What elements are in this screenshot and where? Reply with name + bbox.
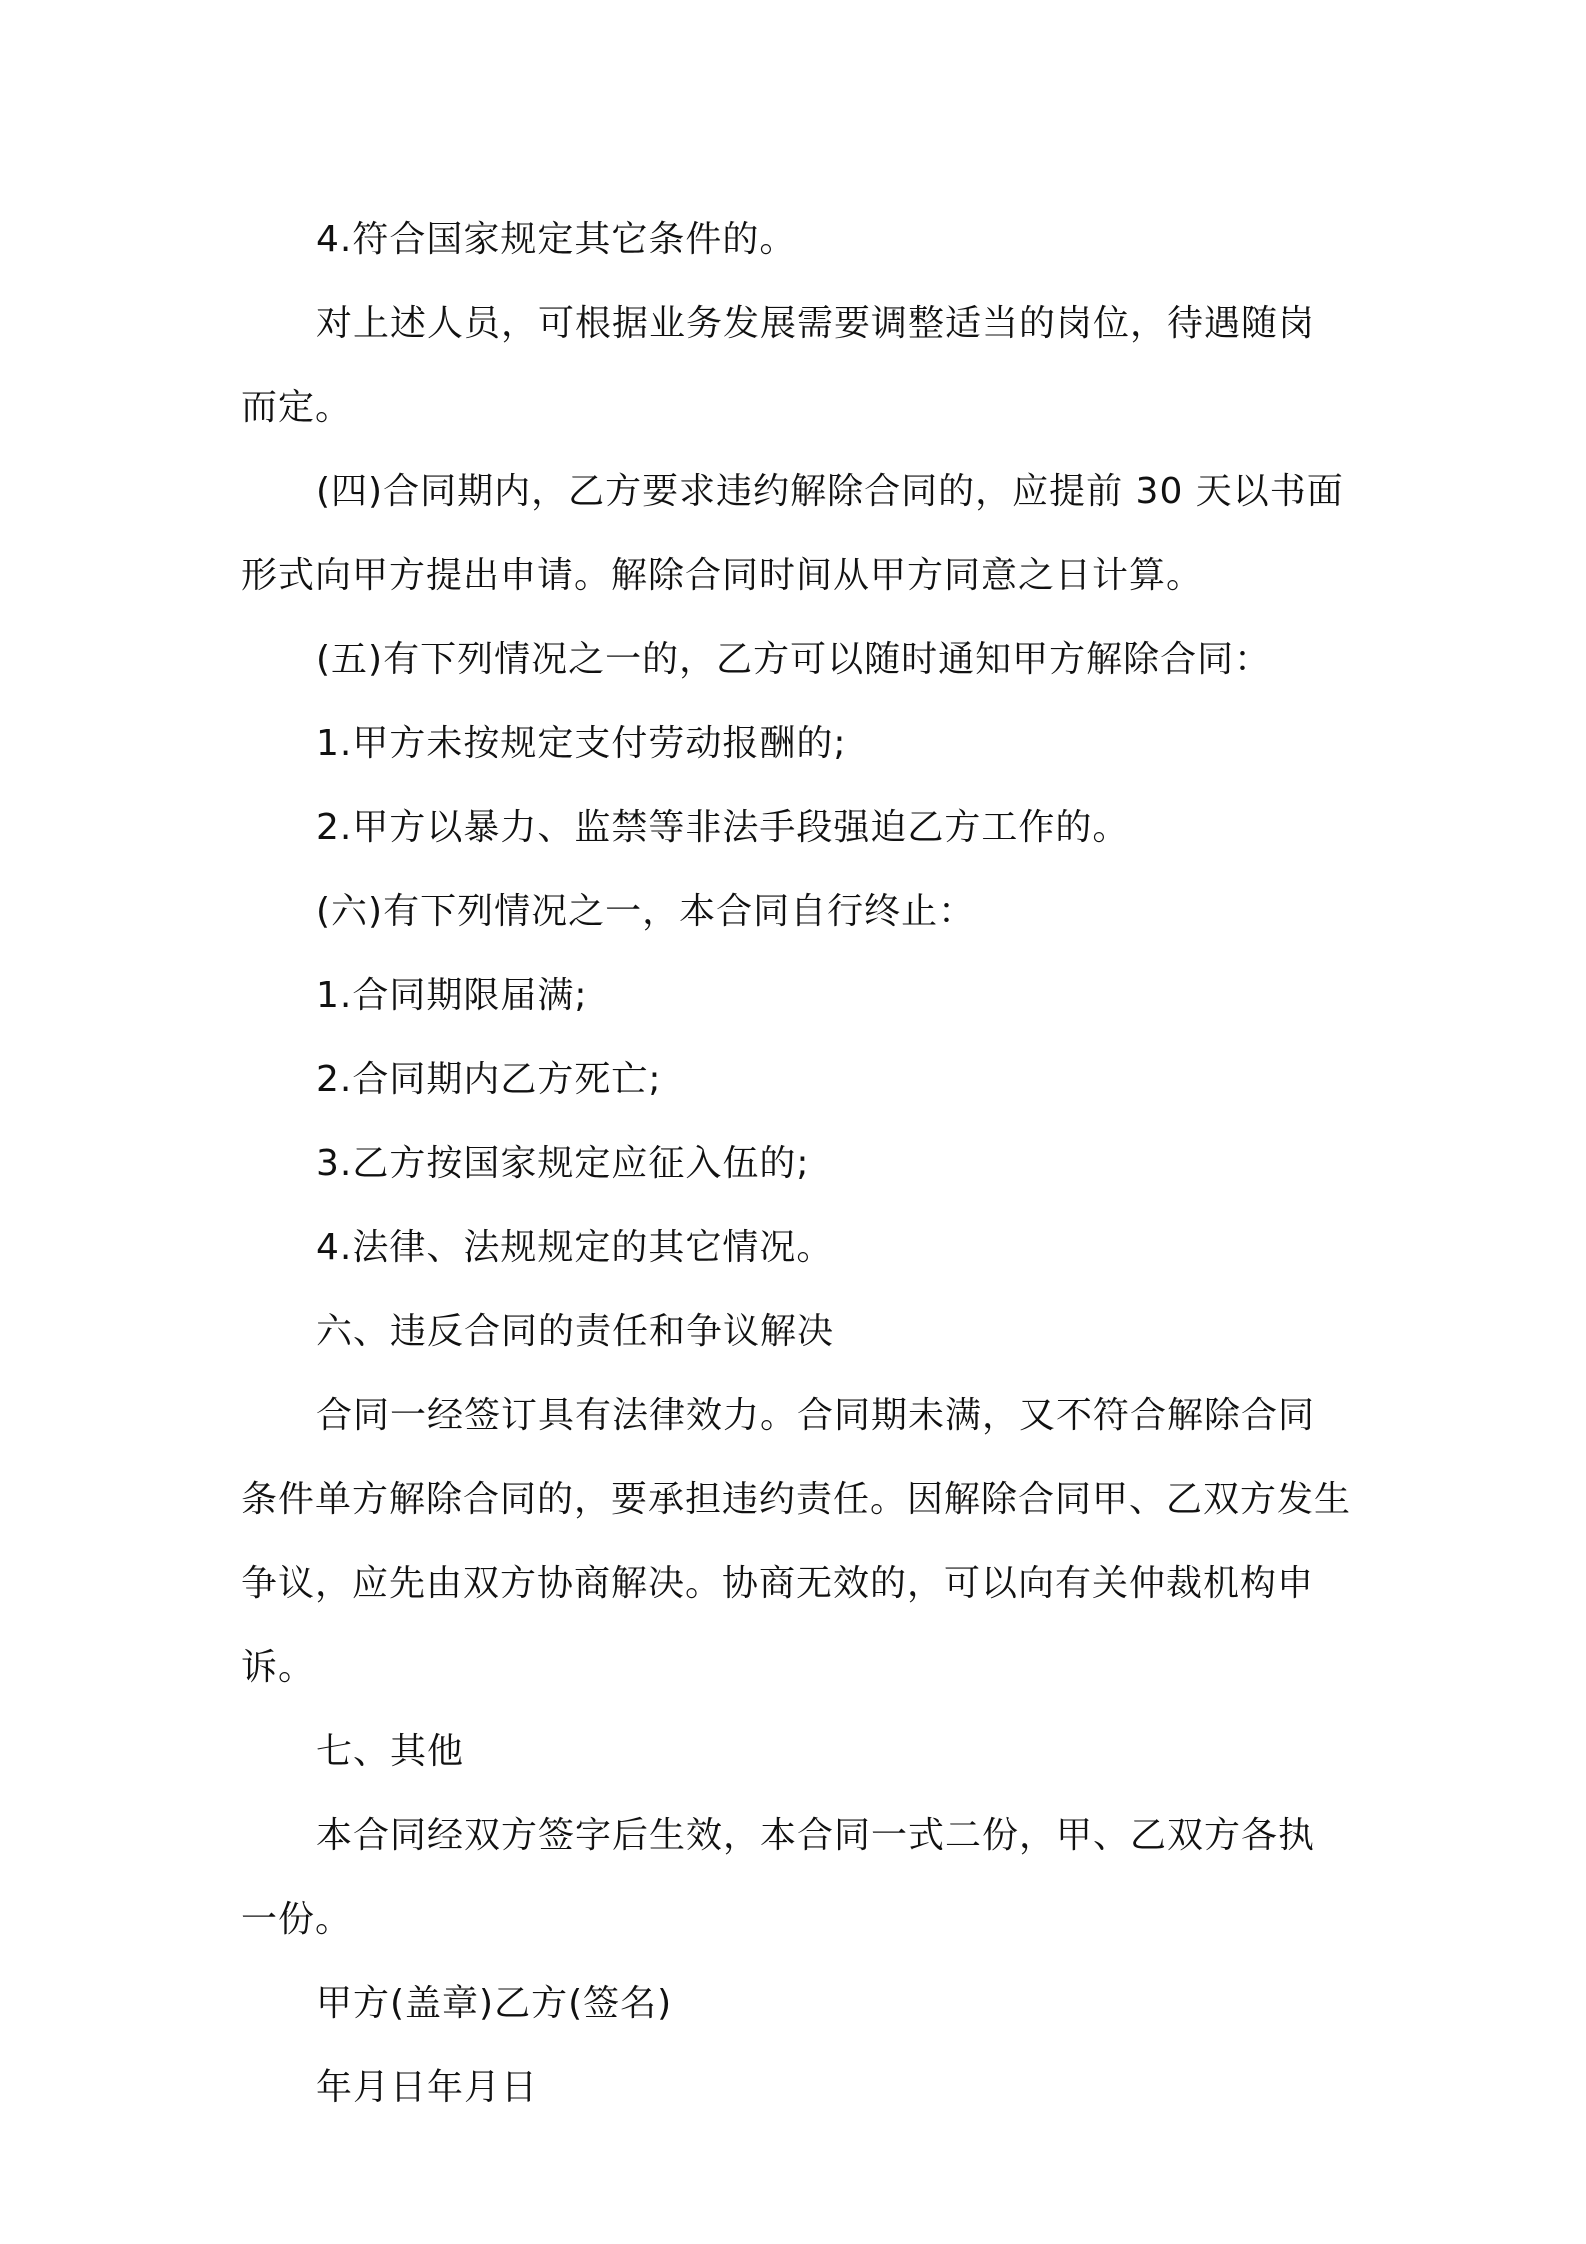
paragraph-section-5-item-1: 1.甲方未按规定支付劳动报酬的;	[316, 723, 847, 764]
paragraph-section-6-item-4: 4.法律、法规规定的其它情况。	[316, 1227, 834, 1268]
signature-line: 甲方(盖章)乙方(签名)	[316, 1983, 673, 2024]
paragraph-legal-effect: 合同一经签订具有法律效力。合同期未满，又不符合解除合同条件单方解除合同的，要承担违约责任。因解除合同甲、乙双方发生争议，应先由双方协商解决。协商无效的，可以向有关仲裁机构申诉。	[241, 1395, 1352, 1688]
paragraph-section-6-heading: (六)有下列情况之一，本合同自行终止：	[316, 891, 976, 932]
paragraph-section-6-item-2: 2.合同期内乙方死亡;	[316, 1059, 662, 1100]
paragraph-section-5-heading: (五)有下列情况之一的，乙方可以随时通知甲方解除合同：	[316, 639, 1272, 680]
document-body	[241, 198, 1351, 2130]
heading-other: 七、其他	[316, 1731, 465, 1772]
paragraph-effective-copies: 本合同经双方签字后生效，本合同一式二份，甲、乙双方各执一份。	[241, 1815, 1316, 1940]
heading-breach-and-dispute: 六、违反合同的责任和争议解决	[316, 1311, 835, 1352]
paragraph-section-6-item-3: 3.乙方按国家规定应征入伍的;	[316, 1143, 810, 1184]
paragraph-clause-4-condition: 4.符合国家规定其它条件的。	[316, 219, 797, 260]
paragraph-section-6-item-1: 1.合同期限届满;	[316, 975, 588, 1016]
paragraph-section-4-termination-request: (四)合同期内，乙方要求违约解除合同的，应提前 30 天以书面形式向甲方提出申请。解除合同时间从甲方同意之日计算。	[241, 471, 1344, 596]
paragraph-position-adjustment: 对上述人员，可根据业务发展需要调整适当的岗位，待遇随岗而定。	[241, 303, 1316, 428]
paragraph-section-5-item-2: 2.甲方以暴力、监禁等非法手段强迫乙方工作的。	[316, 807, 1130, 848]
date-line: 年月日年月日	[316, 2067, 539, 2108]
